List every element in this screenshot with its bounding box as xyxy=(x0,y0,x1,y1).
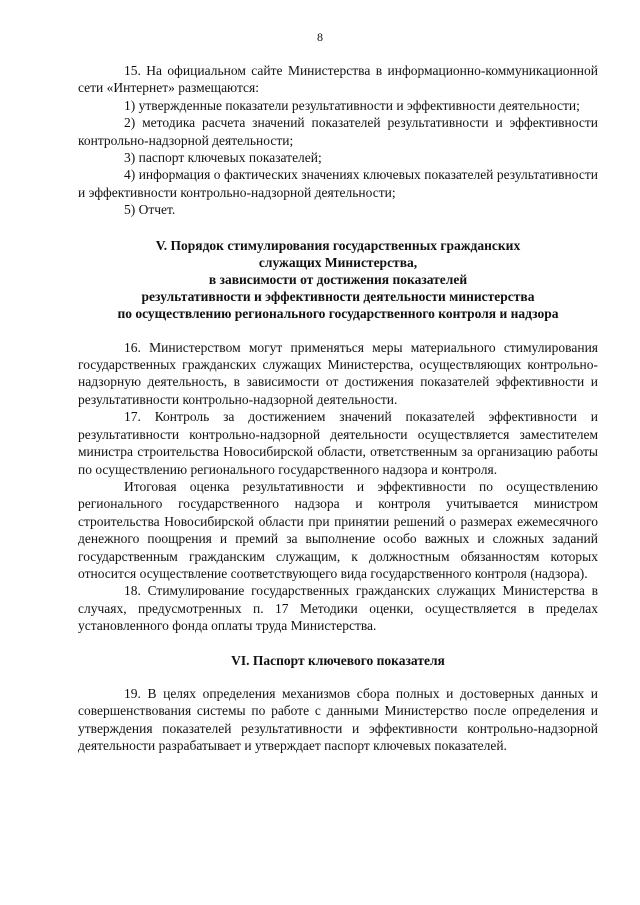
section-5-heading-line: в зависимости от достижения показателей xyxy=(208,272,468,288)
paragraph-16: 16. Министерством могут применяться меры материального стимулирования государственных гражданских служащих Министерства, осуществляющих контрольно-надзорную деятельность, в зависимости от достижения показателей эффективности и результативности контрольно-надзорной деятельности. xyxy=(78,339,598,407)
section-5-heading-line: V. Порядок стимулирования государственных гражданских xyxy=(155,237,521,253)
list-item-3: 3) паспорт ключевых показателей; xyxy=(124,150,322,166)
paragraph-15: 15. На официальном сайте Министерства в информационно-коммуникационной сети «Интернет» размещаются: xyxy=(78,63,598,96)
section-5-heading-line: результативности и эффективности деятельности министерства xyxy=(141,289,535,305)
paragraph-17: 17. Контроль за достижением значений показателей эффективности и результативности контрольно-надзорной деятельности осуществляется заместителем министра строительства Новосибирской области, ответственным за организацию работы по осуществлению регионального государственного надзора и контроля. xyxy=(78,409,598,477)
paragraph-19: 19. В целях определения механизмов сбора полных и достоверных данных и совершенствования системы по работе с данными Министерство после определения и утверждения показателей результативности и эффективности контрольно-надзорной деятельности разрабатывает и утверждает паспорт ключевых показателей. xyxy=(78,685,598,753)
section-5-heading xyxy=(78,237,598,323)
list-item-5: 5) Отчет. xyxy=(124,202,176,218)
list-item-4: 4) информация о фактических значениях ключевых показателей результативности и эффективности контрольно-надзорной деятельности; xyxy=(78,167,598,200)
section-6-heading: VI. Паспорт ключевого показателя xyxy=(231,652,445,668)
paragraph-17-assessment: Итоговая оценка результативности и эффективности по осуществлению регионального государственного надзора и контроля учитывается министром строительства Новосибирской области при принятии решений о размерах ежемесячного денежного поощрения и премий за выполнение особо важных и сложных заданий государственным гражданским служащим, к должностным обязанностям которых относится осуществление соответствующего вида государственного контроля (надзора). xyxy=(78,478,598,581)
paragraph-18: 18. Стимулирование государственных гражданских служащих Министерства в случаях, предусмотренных п. 17 Методики оценки, осуществляется в пределах установленного фонда оплаты труда Министерства. xyxy=(78,583,598,634)
list-item-2: 2) методика расчета значений показателей результативности и эффективности контрольно-надзорной деятельности; xyxy=(78,115,598,148)
document-body xyxy=(78,62,598,754)
section-5-heading-line: по осуществлению регионального государственного контроля и надзора xyxy=(117,306,559,322)
section-5-heading-line: служащих Министерства, xyxy=(258,254,418,270)
page-number: 8 xyxy=(317,30,323,44)
list-item-1: 1) утвержденные показатели результативности и эффективности деятельности; xyxy=(124,97,580,113)
